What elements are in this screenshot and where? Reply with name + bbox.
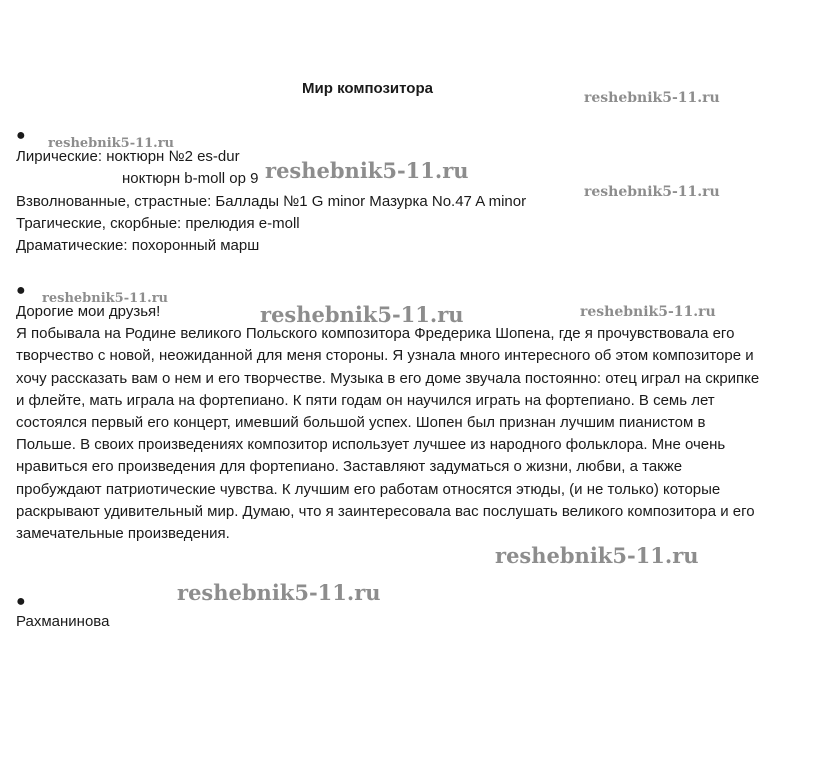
document-title: Мир композитора bbox=[302, 80, 433, 97]
watermark: reshebnik5-11.ru bbox=[584, 184, 720, 200]
list-line-lyrical: Лирические: ноктюрн №2 es-dur bbox=[16, 148, 240, 165]
watermark: reshebnik5-11.ru bbox=[265, 158, 469, 183]
bullet-2: ● bbox=[16, 282, 26, 299]
letter-body: Я побывала на Родине великого Польского композитора Фредерика Шопена, где я прочувствовала его творчество с новой, неожиданной для меня стороны. Я узнала много интересного об этом композиторе и хочу рассказать вам о нем и его творчестве. Музыка в его доме звучала постоянно: отец играл на скрипке и флейте, мать играла на фортепиано. К пяти годам он научился играть на фортепиано. В семь лет состоялся первый его концерт, имевший большой успех. Шопен был признан лучшим пианистом в Польше. В своих произведениях композитор использует лучшее из народного фольклора. Мне очень нравиться его произведения для фортепиано. Заставляют задуматься о жизни, любви, а также пробуждают патриотические чувства. К лучшим его работам относятся этюды, (и не только) которые раскрывают удивительный мир. Думаю, что я заинтересовала вас послушать великого композитора и его замечательные произведения. bbox=[16, 325, 760, 543]
watermark: reshebnik5-11.ru bbox=[260, 302, 464, 327]
watermark: reshebnik5-11.ru bbox=[48, 136, 175, 151]
watermark: reshebnik5-11.ru bbox=[584, 90, 720, 106]
list-line-dramatic: Драматические: похоронный марш bbox=[16, 237, 260, 254]
list-line-passionate: Взволнованные, страстные: Баллады №1 G minor Мазурка No.47 A minor bbox=[16, 193, 527, 210]
letter-text bbox=[16, 301, 761, 545]
bullet-1: ● bbox=[16, 127, 26, 144]
watermark: reshebnik5-11.ru bbox=[177, 580, 381, 605]
list-line-nocturne: ноктюрн b-moll op 9 bbox=[122, 170, 259, 187]
watermark: reshebnik5-11.ru bbox=[580, 304, 716, 320]
bullet-3: ● bbox=[16, 593, 26, 610]
list-line-tragic: Трагические, скорбные: прелюдия e-moll bbox=[16, 215, 300, 232]
watermark: reshebnik5-11.ru bbox=[42, 291, 169, 306]
watermark: reshebnik5-11.ru bbox=[495, 543, 699, 568]
rachmaninoff-text: Рахманинова bbox=[16, 613, 110, 630]
letter-greeting: Дорогие мои друзья! bbox=[16, 303, 161, 320]
